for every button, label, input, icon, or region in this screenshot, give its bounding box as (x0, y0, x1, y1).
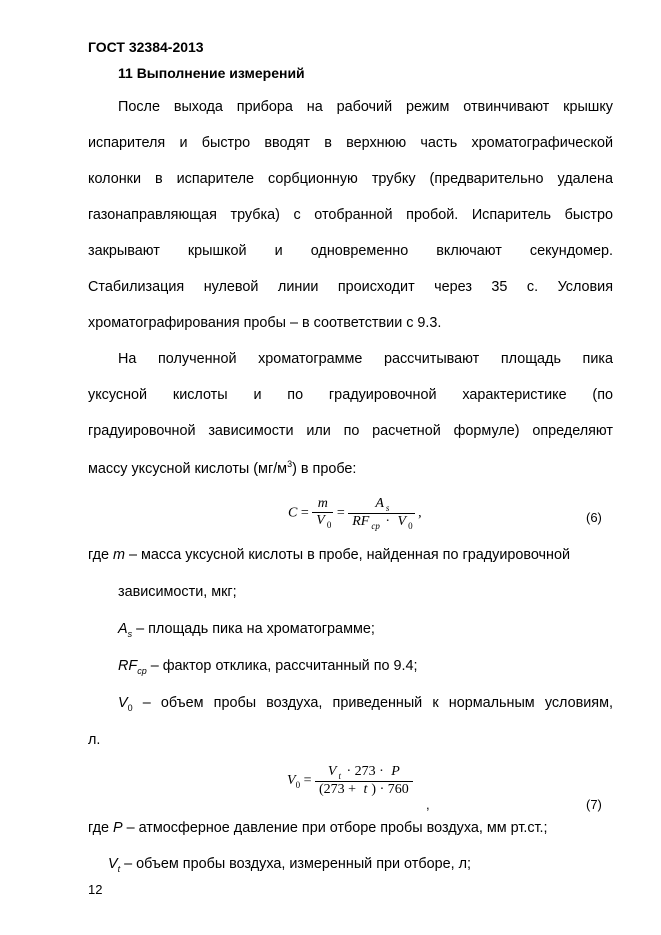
math-symbol: A (118, 621, 128, 637)
text-line: градуировочной зависимости или по расчетной формуле) определяют (88, 423, 613, 439)
formula-tail: , (426, 797, 430, 812)
equals-sign: = (300, 505, 309, 521)
fraction (348, 496, 414, 531)
math-symbol: V (108, 856, 118, 872)
text-fragment: – масса уксусной кислоты в пробе, найденная по градуировочной (125, 547, 571, 563)
text-line: Стабилизация нулевой линии происходит через 35 с. Условия (88, 279, 613, 295)
text-fragment: – атмосферное давление при отборе пробы воздуха, мм рт.ст.; (122, 820, 548, 836)
fraction-denominator (312, 513, 333, 530)
text-line: уксусной кислоты и по градуировочной характеристике (по (88, 387, 613, 403)
text-fragment: где (88, 547, 114, 563)
subscript: 0 (326, 520, 332, 531)
equals-sign: = (303, 773, 312, 789)
dot-operator: · (381, 513, 394, 529)
document-header: ГОСТ 32384-2013 (88, 39, 204, 55)
text-line: На полученной хроматограмме рассчитывают площадь пика (118, 351, 613, 367)
math-symbol: V (316, 513, 325, 529)
math-symbol: m (317, 496, 328, 512)
subscript: s (127, 628, 133, 639)
math-symbol: A (375, 496, 384, 511)
math-symbol: P (391, 764, 400, 779)
text-line: закрывают крышкой и одновременно включают секундомер. (88, 243, 613, 259)
subscript: t (338, 770, 341, 781)
math-symbol: RF (118, 658, 138, 674)
math-symbol: m (113, 547, 126, 563)
subscript: ср (371, 520, 380, 531)
text-line: испарителя и быстро вводят в верхнюю часть хроматографической (88, 135, 613, 151)
where-line (88, 820, 613, 836)
where-line (88, 547, 613, 563)
subscript: 0 (408, 520, 413, 531)
text-fragment: ) в пробе: (292, 460, 357, 477)
formula-tail: , (418, 505, 422, 521)
definition-RF (118, 658, 613, 676)
subscript: cp (137, 665, 147, 676)
text-fragment: – объем пробы воздуха, приведенный к нормальным условиям, (132, 695, 613, 711)
page-number: 12 (88, 882, 103, 897)
subscript: t (117, 863, 121, 874)
text-fragment: – объем пробы воздуха, измеренный при отборе, л; (120, 856, 471, 872)
text-line: газонаправляющая трубка) с отобранной пробой. Испаритель быстро (88, 207, 613, 223)
math-symbol: V (397, 513, 407, 529)
fraction-denominator (315, 782, 413, 798)
fraction-numerator (315, 764, 413, 782)
text-line (88, 459, 613, 477)
text-fragment: массу уксусной кислоты (мг/м (88, 460, 288, 477)
math-symbol: V (287, 773, 296, 789)
section-title: 11 Выполнение измерений (118, 65, 305, 81)
fraction-denominator (348, 514, 414, 531)
text-line: колонки в испарителе сорбционную трубку (предварительно удалена (88, 171, 613, 187)
equals-sign: = (336, 505, 345, 521)
subscript: s (385, 502, 390, 513)
definition-V0-cont: л. (88, 732, 101, 748)
text-line: хроматографирования пробы – в соответствии с 9.3. (88, 315, 442, 331)
math-symbol: P (113, 820, 123, 836)
definition-Vt (108, 856, 613, 874)
math-symbol: V (327, 764, 337, 779)
fraction (312, 496, 333, 530)
definition-As (118, 621, 613, 639)
equation-number: (7) (586, 797, 602, 812)
where-line-cont: зависимости, мкг; (118, 584, 237, 600)
denominator-part: ) · 760 (371, 781, 409, 797)
fraction (315, 764, 413, 798)
definition-V0 (118, 695, 613, 713)
text-fragment: – фактор отклика, рассчитанный по 9.4; (146, 658, 418, 674)
text-fragment: где (88, 820, 114, 836)
subscript: 0 (127, 702, 133, 713)
math-symbol: t (363, 781, 368, 797)
fraction-numerator (348, 496, 414, 514)
formula-lhs: C (288, 505, 298, 521)
superscript: 3 (287, 459, 293, 469)
math-symbol: V (118, 695, 128, 711)
math-symbol: RF (352, 513, 370, 529)
formula-6 (288, 496, 422, 531)
denominator-part: (273 + (318, 781, 360, 797)
equation-number: (6) (586, 510, 602, 525)
formula-7 (287, 764, 413, 798)
text-fragment: – площадь пика на хроматограмме; (132, 621, 375, 637)
numerator-constant: · 273 · (342, 764, 388, 779)
subscript: 0 (295, 779, 301, 790)
text-line: После выхода прибора на рабочий режим отвинчивают крышку (118, 99, 613, 115)
fraction-numerator (312, 496, 333, 513)
